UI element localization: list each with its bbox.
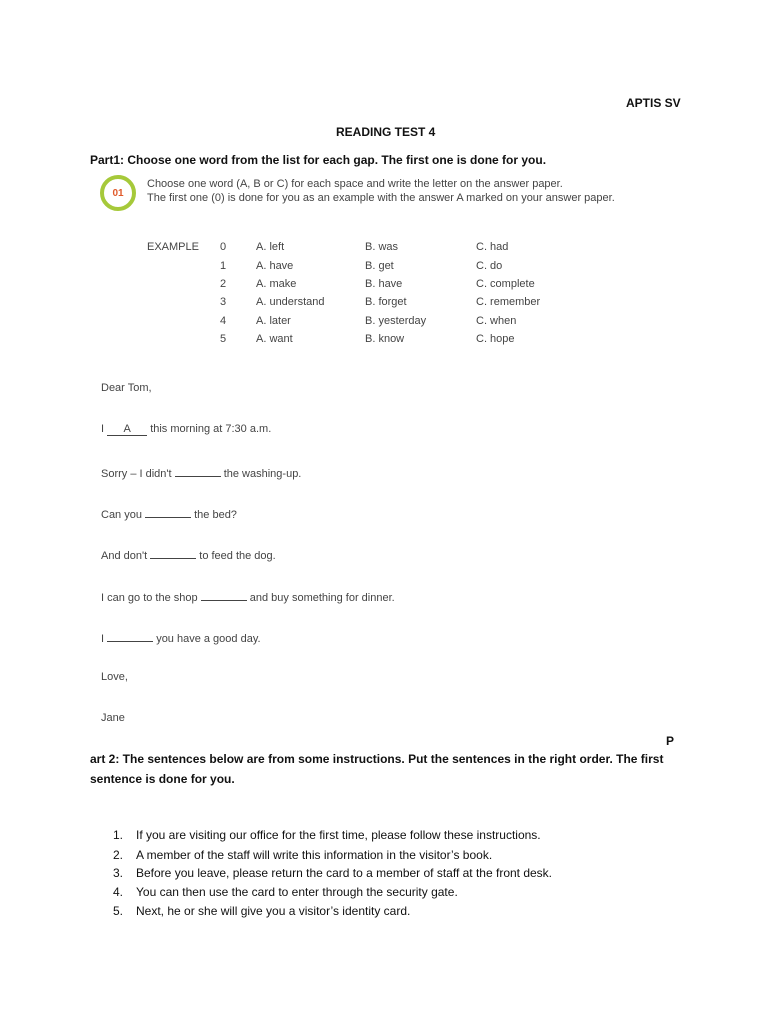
answer-blank[interactable] (175, 464, 221, 477)
list-item-text: Before you leave, please return the card to a member of staff at the front desk. (136, 866, 553, 880)
letter-line-text: Sorry – I didn't (101, 468, 172, 480)
letter-greeting: Dear Tom, (101, 382, 152, 394)
letter-line (101, 588, 395, 604)
letter-line-text: to feed the dog. (199, 550, 276, 562)
letter-closing: Love, (101, 671, 128, 683)
part2-heading-cont: sentence is done for you. (90, 772, 235, 786)
letter-line (101, 464, 301, 480)
letter-line-text: I can go to the shop (101, 592, 198, 604)
option-c: C. hope (476, 333, 515, 345)
letter-line (101, 505, 237, 521)
part2-heading: art 2: The sentences below are from some instructions. Put the sentences in the right order. The first (90, 752, 664, 766)
option-a: A. have (256, 260, 294, 272)
option-number: 3 (220, 296, 227, 308)
option-a: A. understand (256, 296, 325, 308)
answer-blank[interactable]: A (107, 423, 147, 436)
letter-signature: Jane (101, 712, 125, 724)
list-item-number: 1. (113, 828, 124, 842)
letter-line-text: and buy something for dinner. (249, 592, 395, 604)
option-b: B. have (365, 278, 403, 290)
letter-line-text: And don't (101, 550, 148, 562)
option-a: A. later (256, 315, 291, 327)
page-title: READING TEST 4 (336, 125, 436, 139)
letter-line-text: this morning at 7:30 a.m. (150, 423, 272, 435)
part2-heading-fragment: P (666, 734, 675, 748)
example-label: EXAMPLE (147, 241, 199, 253)
answer-blank[interactable] (150, 546, 196, 559)
exercise-instruction-line2: The first one (0) is done for you as an example with the answer A marked on your answer paper. (147, 192, 615, 204)
list-item-number: 2. (113, 848, 124, 862)
exercise-number-badge (100, 175, 136, 211)
list-item-text: Next, he or she will give you a visitor’s identity card. (136, 904, 411, 918)
answer-blank[interactable] (201, 588, 247, 601)
option-b: B. was (365, 241, 399, 253)
letter-line (101, 629, 261, 645)
list-item-text: A member of the staff will write this information in the visitor’s book. (136, 848, 493, 862)
option-number: 4 (220, 315, 227, 327)
answer-blank[interactable] (145, 505, 191, 518)
option-a: A. left (256, 241, 285, 253)
list-item-number: 3. (113, 866, 124, 880)
option-a: A. want (256, 333, 293, 345)
option-b: B. yesterday (365, 315, 427, 327)
letter-line-text: you have a good day. (156, 633, 261, 645)
option-c: C. when (476, 315, 517, 327)
option-b: B. get (365, 260, 394, 272)
option-a: A. make (256, 278, 297, 290)
option-number: 1 (220, 260, 227, 272)
letter-line-text: Can you (101, 509, 142, 521)
letter-line-text: the washing-up. (223, 468, 302, 480)
option-b: B. know (365, 333, 405, 345)
answer-blank[interactable] (107, 629, 153, 642)
letter-line-text: I (101, 423, 105, 435)
option-c: C. remember (476, 296, 541, 308)
letter-line (101, 546, 276, 562)
header-label: APTIS SV (626, 96, 681, 110)
option-number: 2 (220, 278, 227, 290)
list-item-text: If you are visiting our office for the first time, please follow these instructions. (136, 828, 541, 842)
option-c: C. complete (476, 278, 535, 290)
badge-label: 01 (107, 182, 129, 204)
letter-line-text: the bed? (194, 509, 237, 521)
list-item-number: 4. (113, 885, 124, 899)
option-number: 5 (220, 333, 227, 345)
letter-line (101, 423, 271, 436)
option-c: C. had (476, 241, 509, 253)
option-number: 0 (220, 241, 227, 253)
option-b: B. forget (365, 296, 407, 308)
option-c: C. do (476, 260, 503, 272)
list-item-number: 5. (113, 904, 124, 918)
list-item-text: You can then use the card to enter through the security gate. (136, 885, 458, 899)
exercise-instruction-line1: Choose one word (A, B or C) for each space and write the letter on the answer paper. (147, 178, 563, 190)
part1-heading: Part1: Choose one word from the list for each gap. The first one is done for you. (90, 153, 547, 167)
letter-line-text: I (101, 633, 105, 645)
